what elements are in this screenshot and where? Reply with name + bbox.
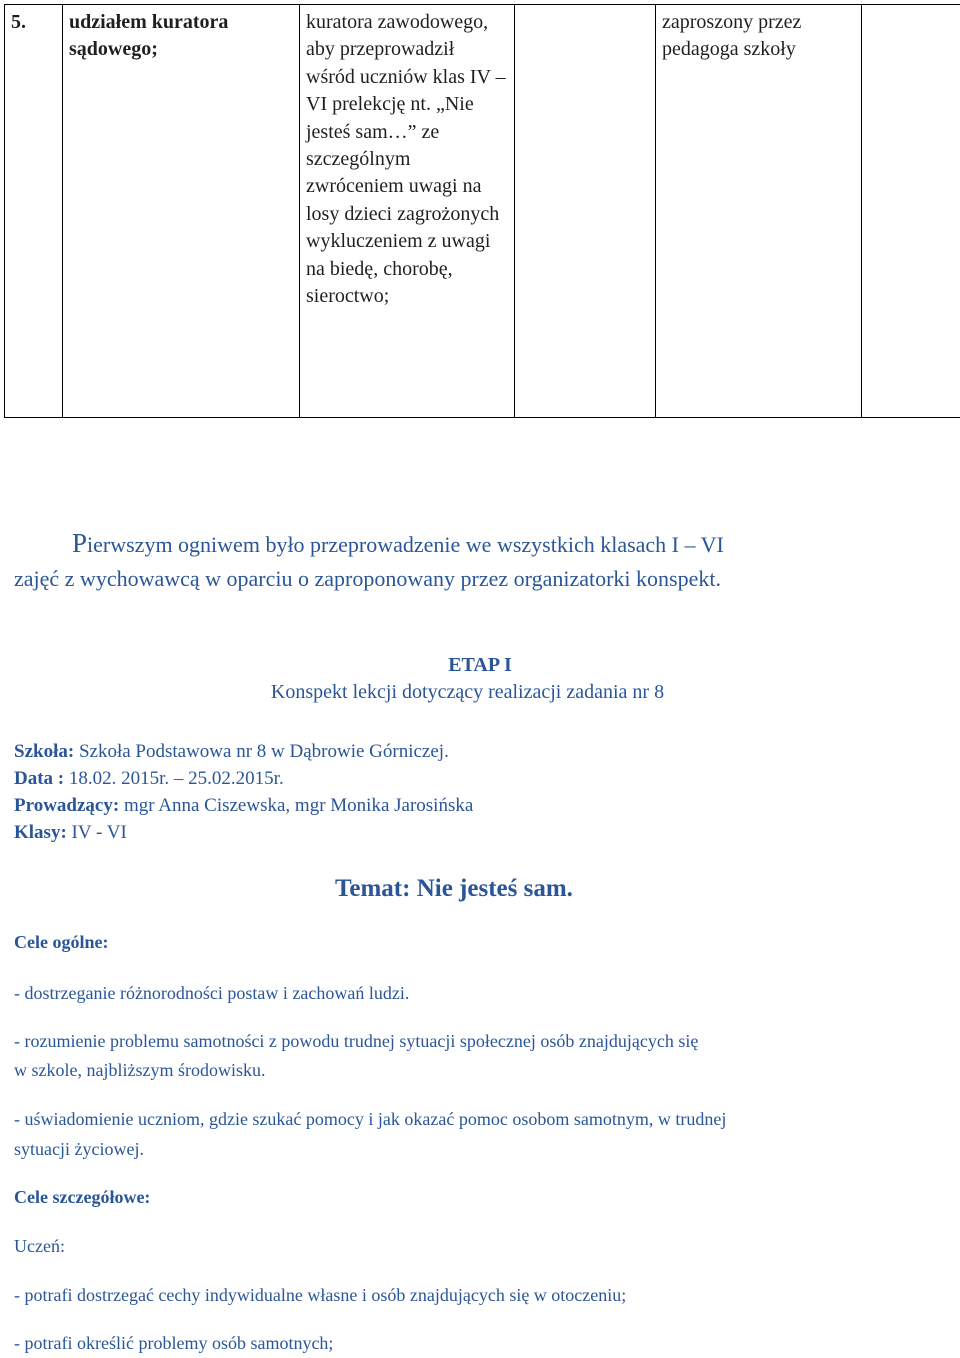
intro-first-letter: P (72, 528, 88, 558)
meta-school (14, 741, 449, 763)
row-responsible: zaproszony przez pedagoga szkoły (656, 5, 862, 418)
table-row (5, 5, 960, 418)
general-goal-item: - rozumienie problemu samotności z powodu trudnej sytuacji społecznej osób znajdujących się (14, 1031, 699, 1051)
school-value: Szkoła Podstawowa nr 8 w Dąbrowie Górniczej. (74, 741, 449, 762)
general-goal-item: w szkole, najbliższym środowisku. (14, 1060, 266, 1080)
lesson-topic: Temat: Nie jesteś sam. (335, 875, 573, 902)
general-goal-item: - dostrzeganie różnorodności postaw i zachowań ludzi. (14, 983, 410, 1003)
stage-title: ETAP I (448, 654, 512, 676)
specific-goals-heading: Cele szczegółowe: (14, 1187, 151, 1207)
specific-goal-item: - potrafi dostrzegać cechy indywidualne własne i osób znajdujących się w otoczeniu; (14, 1285, 627, 1305)
teachers-label: Prowadzący: (14, 795, 120, 816)
program-table (4, 4, 960, 418)
intro-line-2: zajęć z wychowawcą w oparciu o zaproponowany przez organizatorki konspekt. (14, 566, 721, 591)
general-goal-item: sytuacji życiowej. (14, 1139, 144, 1159)
classes-label: Klasy: (14, 822, 67, 843)
meta-teachers (14, 795, 473, 817)
meta-classes (14, 822, 127, 844)
intro-line-1 (72, 528, 724, 559)
intro-line-1-text: ierwszym ogniwem było przeprowadzenie we wszystkich klasach I – VI (87, 532, 724, 557)
general-goal-item: - uświadomienie uczniom, gdzie szukać pomocy i jak okazać pomoc osobom samotnym, w trudnej (14, 1109, 727, 1129)
row-col4 (515, 5, 656, 418)
stage-subtitle: Konspekt lekcji dotyczący realizacji zadania nr 8 (270, 681, 665, 703)
date-label: Data : (14, 768, 65, 789)
row-number: 5. (5, 5, 63, 418)
student-label: Uczeń: (14, 1236, 65, 1256)
school-label: Szkoła: (14, 741, 75, 762)
meta-date (14, 768, 284, 790)
specific-goal-item: - potrafi określić problemy osób samotnych; (14, 1333, 334, 1353)
general-goals-heading: Cele ogólne: (14, 932, 109, 952)
row-description: kuratora zawodowego, aby przeprowadził wśród uczniów klas IV – VI prelekcję nt. „Nie jesteś sam…” ze szczególnym zwróceniem uwagi na losy dzieci zagrożonych wykluczeniem z uwagi na biedę, chorobę, sieroctwo; (300, 5, 515, 418)
teachers-value: mgr Anna Ciszewska, mgr Monika Jarosińska (119, 795, 474, 816)
classes-value: IV - VI (66, 822, 127, 843)
date-value: 18.02. 2015r. – 25.02.2015r. (64, 768, 284, 789)
row-col6 (862, 5, 960, 418)
row-form: udziałem kuratora sądowego; (63, 5, 300, 418)
